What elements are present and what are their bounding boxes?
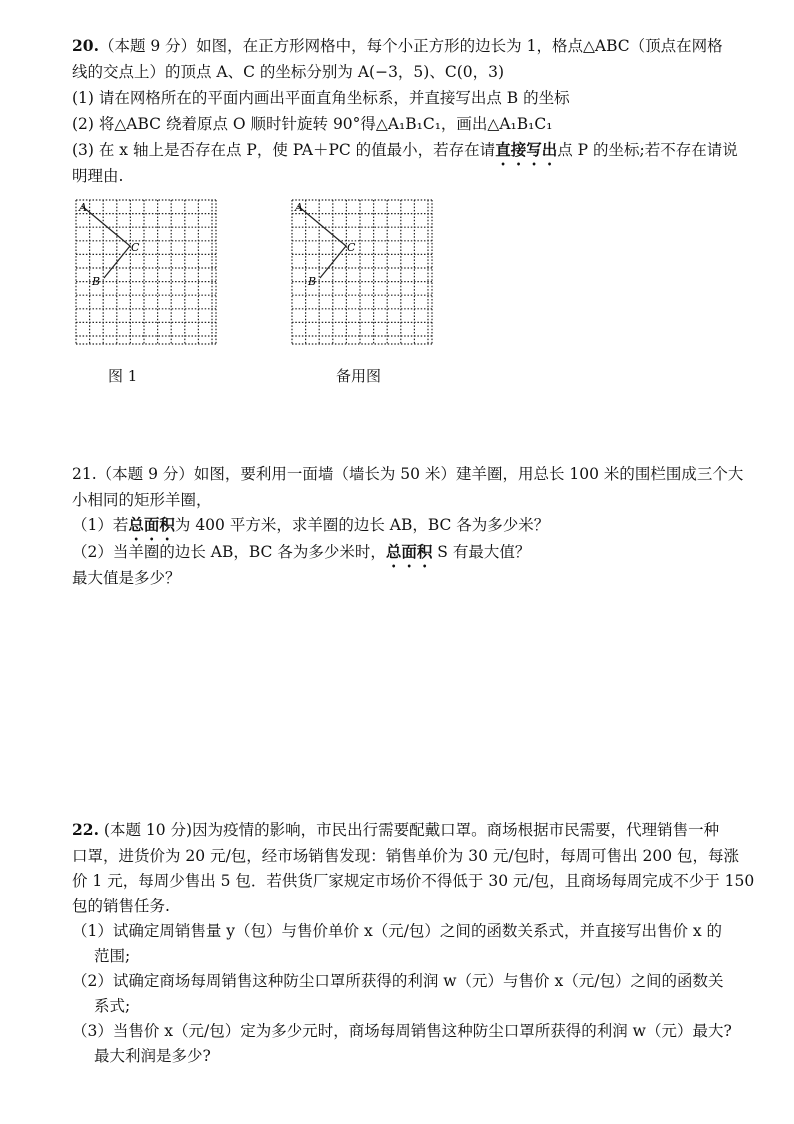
q22-part-2-cont: 系式;: [94, 997, 131, 1015]
q20-part-3: [72, 140, 738, 169]
q20-line-2: 线的交点上）的顶点 A、C 的坐标分别为 A(−3，5)、C(0，3): [72, 63, 505, 81]
q21-part-2: [72, 542, 738, 571]
q21-line-5: 最大值是多少？: [72, 569, 181, 587]
q21-part-2-emphasis: 总面积: [385, 542, 433, 561]
q22-line-2: 口罩，进货价为 20 元/包，经市场销售发现：销售单价为 30 元/包时，每周可售出 200 包，每涨: [72, 847, 740, 865]
q22-text-1: (本题 10 分)因为疫情的影响，市民出行需要配戴口罩。商场根据市民需要，代理销售一种: [103, 821, 720, 839]
grid-figure-1: [74, 198, 218, 346]
q21-part-1-c: 为 400 平方米，求羊圈的边长 AB，BC 各为多少米？: [174, 516, 550, 534]
figure-1-caption: 图 1: [108, 367, 138, 385]
q22-part-3-cont: 最大利润是多少?: [94, 1047, 211, 1065]
q20-line-1: [72, 36, 738, 56]
label-c: C: [131, 241, 140, 254]
q20-part-3-a: (3) 在 x 轴上是否存在点 P，使 PA＋PC 的值最小，若存在请: [72, 141, 496, 159]
q22-part-3: （3）当售价 x（元/包）定为多少元时，商场每周销售这种防尘口罩所获得的利润 w（元）最大?: [72, 1022, 732, 1040]
q20-number: 20.: [72, 36, 99, 55]
label-b: B: [92, 275, 101, 288]
label-a: A: [79, 201, 87, 214]
q21-part-1-a: （1）若: [72, 516, 129, 534]
q22-line-3: 价 1 元，每周少售出 5 包．若供货厂家规定市场价不得低于 30 元/包，且商场每周完成不少于 150: [72, 872, 755, 890]
q22-line-1: [72, 820, 738, 840]
q21-part-2-a: （2）当羊圈的边长 AB，BC 各为多少米时，: [72, 543, 386, 561]
q21-part-1: [72, 515, 738, 544]
q22-part-1: （1）试确定周销售量 y（包）与售价单价 x（元/包）之间的函数关系式，并直接写出售价 x 的: [72, 922, 723, 940]
q21-line-1: 21.（本题 9 分）如图，要利用一面墙（墙长为 50 米）建羊圈，用总长 100 米的围栏围成三个大: [72, 465, 744, 483]
q22-part-2: （2）试确定商场每周销售这种防尘口罩所获得的利润 w（元）与售价 x（元/包）之间的函数关: [72, 972, 724, 990]
q20-text-1: （本题 9 分）如图，在正方形网格中，每个小正方形的边长为 1，格点△ABC（顶点在网格: [98, 37, 723, 55]
label-a-backup: A: [295, 201, 303, 214]
q20-part-2: (2) 将△ABC 绕着原点 O 顺时针旋转 90°得△A₁B₁C₁，画出△A₁B₁C₁: [72, 115, 553, 133]
q20-line-6: 明理由.: [72, 167, 124, 185]
q21-line-2: 小相同的矩形羊圈，: [72, 491, 212, 509]
q22-number: 22.: [72, 820, 99, 839]
q21-part-2-c: S 有最大值？: [432, 543, 531, 561]
q22-part-1-cont: 范围;: [94, 947, 131, 965]
q22-line-4: 包的销售任务.: [72, 897, 170, 915]
grid-figure-backup: [290, 198, 434, 346]
figure-backup-caption: 备用图: [336, 367, 382, 385]
q20-part-3-emphasis: 直接写出: [495, 140, 558, 159]
q20-part-3-c: 点 P 的坐标;若不存在请说: [557, 141, 738, 159]
label-b-backup: B: [308, 275, 317, 288]
q20-part-1: (1) 请在网格所在的平面内画出平面直角坐标系，并直接写出点 B 的坐标: [72, 89, 570, 107]
q21-part-1-emphasis: 总面积: [128, 515, 175, 534]
label-c-backup: C: [347, 241, 356, 254]
